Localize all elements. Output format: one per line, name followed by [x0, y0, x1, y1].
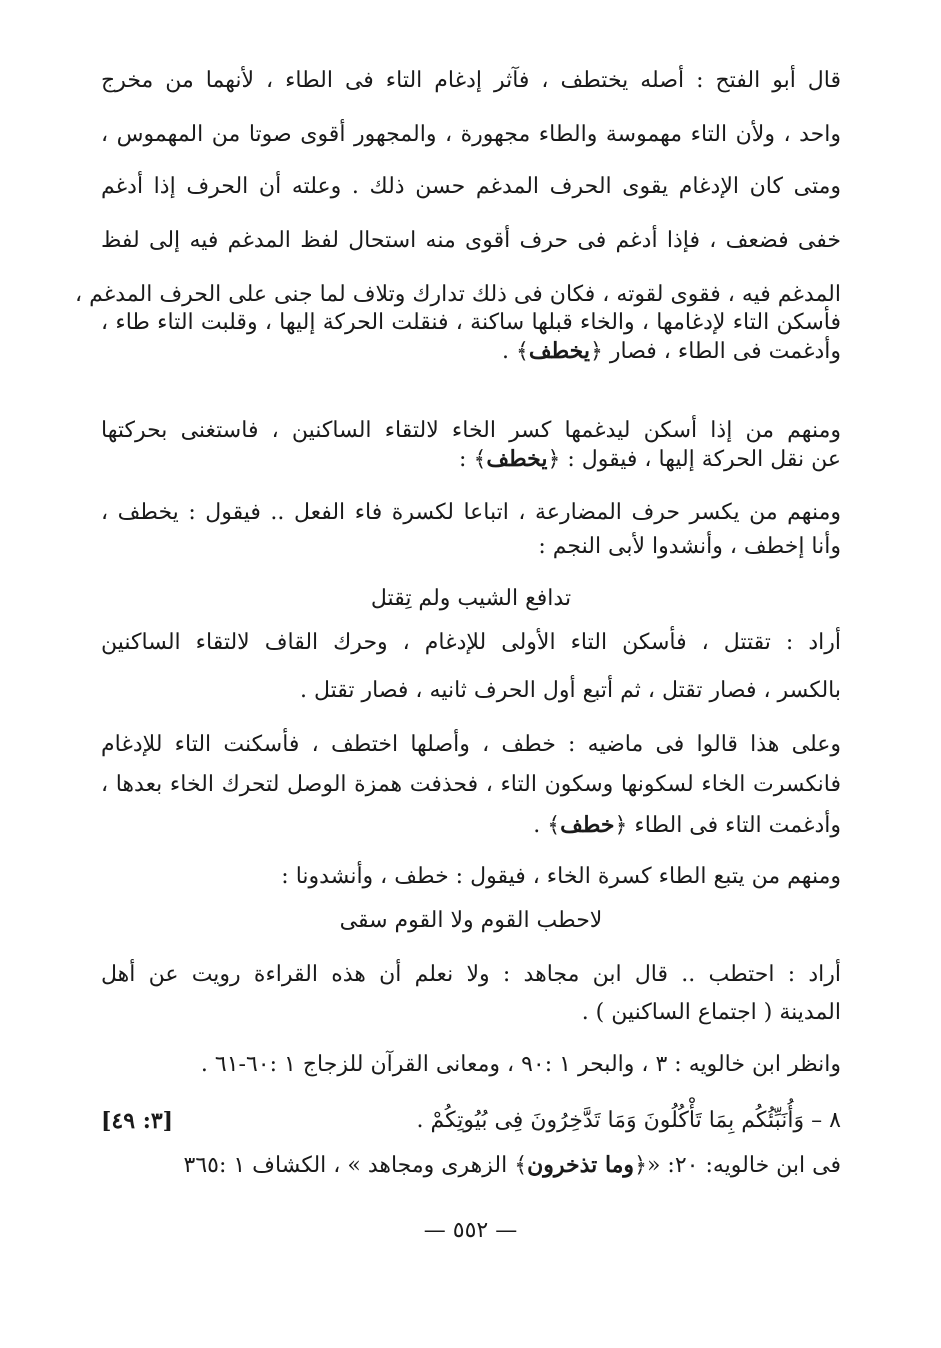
quran-phrase: وما تذخرون: [527, 1152, 635, 1178]
p3-line-2: وأنا إخطف ، وأنشدوا لأبى النجم :: [538, 534, 841, 559]
p9-text-pre: فى ابن خالويه: ٢٠: «: [646, 1153, 841, 1178]
poem-verse-1: تدافع الشيب ولم تِقتل: [370, 586, 572, 611]
quran-word: يخطف: [486, 446, 548, 472]
ornate-brace-open: ﴿: [614, 813, 628, 838]
p2-line-2-end: :: [459, 447, 467, 472]
p1-line-3: ومتى كان الإدغام يقوى الحرف المدغم حسن ذلك . وعلته أن الحرف إذا أدغم: [101, 174, 841, 199]
p7-line-2: المدينة ( اجتماع الساكنين ) .: [581, 1000, 841, 1025]
ornate-brace-open: ﴿: [634, 1153, 647, 1178]
p4-line-2: بالكسر ، فصار تقتل ، ثم أتبع أول الحرف ثانيه ، فصار تقتل .: [299, 678, 841, 703]
ornate-brace-close: ﴾: [514, 1153, 528, 1178]
p1-line-2: واحد ، ولأن التاء مهموسة والطاء مجهورة ، والمجهور أقوى صوتا من المهموس ،: [101, 122, 841, 147]
poem-verse-2: لاحطب القوم ولا القوم سقى: [339, 908, 603, 933]
page-number: — ٥٥٢ —: [423, 1218, 518, 1243]
p2-line-1: ومنهم من إذا أسكن ليدغمها كسر الخاء لالتقاء الساكنين ، فاستغنى بحركتها: [101, 418, 841, 443]
p5-line-3-end: .: [533, 813, 541, 838]
p2-line-2-text: عن نقل الحركة إليها ، فيقول :: [567, 447, 841, 472]
p8-line-1: وانظر ابن خالويه : ٣ ، والبحر ١ :٩٠ ، ومعانى القرآن للزجاج ١ :٦٠-٦١ .: [200, 1052, 841, 1077]
p3-line-1: ومنهم من يكسر حرف المضارعة ، اتباعا لكسرة فاء الفعل .. فيقول : يخطف ،: [101, 500, 841, 525]
quran-verse-8: [101, 1106, 841, 1136]
p5-line-3: [101, 810, 841, 841]
p1-line-6: فأسكن التاء لإدغامها ، والخاء قبلها ساكنة ، فنقلت الحركة إليها ، وقلبت التاء طاء ،: [101, 310, 841, 335]
ornate-brace-close: ﴾: [547, 813, 561, 838]
p9-text-post: الزهرى ومجاهد » ، الكشاف ١ :٣٦٥: [183, 1153, 508, 1178]
p1-line-1: قال أبو الفتح : أصله يختطف ، فآثر إدغام التاء فى الطاء ، لأنهما من مخرج: [101, 68, 841, 93]
ornate-brace-close: ﴾: [473, 447, 487, 472]
p9-line-1: [101, 1150, 841, 1181]
quran-word: يخطف: [528, 338, 590, 364]
ornate-brace-open: ﴿: [547, 447, 561, 472]
p5-line-2: فانكسرت الخاء لسكونها وسكون التاء ، فحذفت همزة الوصل لتحرك الخاء بعدها ،: [101, 772, 841, 797]
p5-line-3-text: وأدغمت التاء فى الطاء: [634, 813, 841, 838]
p4-line-1: أراد : تقتتل ، فأسكن التاء الأولى للإدغام ، وحرك القاف لالتقاء الساكنين: [101, 630, 841, 655]
p1-line-7-text: وأدغمت فى الطاء ، فصار: [609, 339, 841, 364]
quran-word: خطف: [560, 812, 615, 838]
ornate-brace-open: ﴿: [589, 339, 603, 364]
p6-line-1: ومنهم من يتبع الطاء كسرة الخاء ، فيقول : خطف ، وأنشدونا :: [281, 864, 841, 889]
p2-line-2: [101, 444, 841, 475]
p7-line-1: أراد : احتطب .. قال ابن مجاهد : ولا نعلم أن هذه القراءة رويت عن أهل: [101, 962, 841, 987]
ornate-brace-close: ﴾: [515, 339, 529, 364]
quran-verse-text: ٨ – وَأُنَبِّئُكُم بِمَا تَأْكُلُونَ وَمَا تَدَّخِرُونَ فِى بُيُوتِكُمْ .: [416, 1108, 841, 1133]
p1-line-7: [101, 336, 841, 367]
p1-line-4: خفى فضعف ، فإذا أدغم فى حرف أقوى منه استحال لفظ المدغم فيه إلى لفظ: [101, 228, 841, 253]
p5-line-1: وعلى هذا قالوا فى ماضيه : خطف ، وأصلها اختطف ، فأسكنت التاء للإدغام: [101, 732, 841, 757]
p1-line-5: المدغم فيه ، فقوى لقوته ، فكان فى ذلك تدارك وتلاف لما جنى على الحرف المدغم ،: [75, 282, 841, 307]
verse-reference: [٣: ٤٩]: [101, 1108, 174, 1134]
p1-line-7-end: .: [501, 339, 509, 364]
